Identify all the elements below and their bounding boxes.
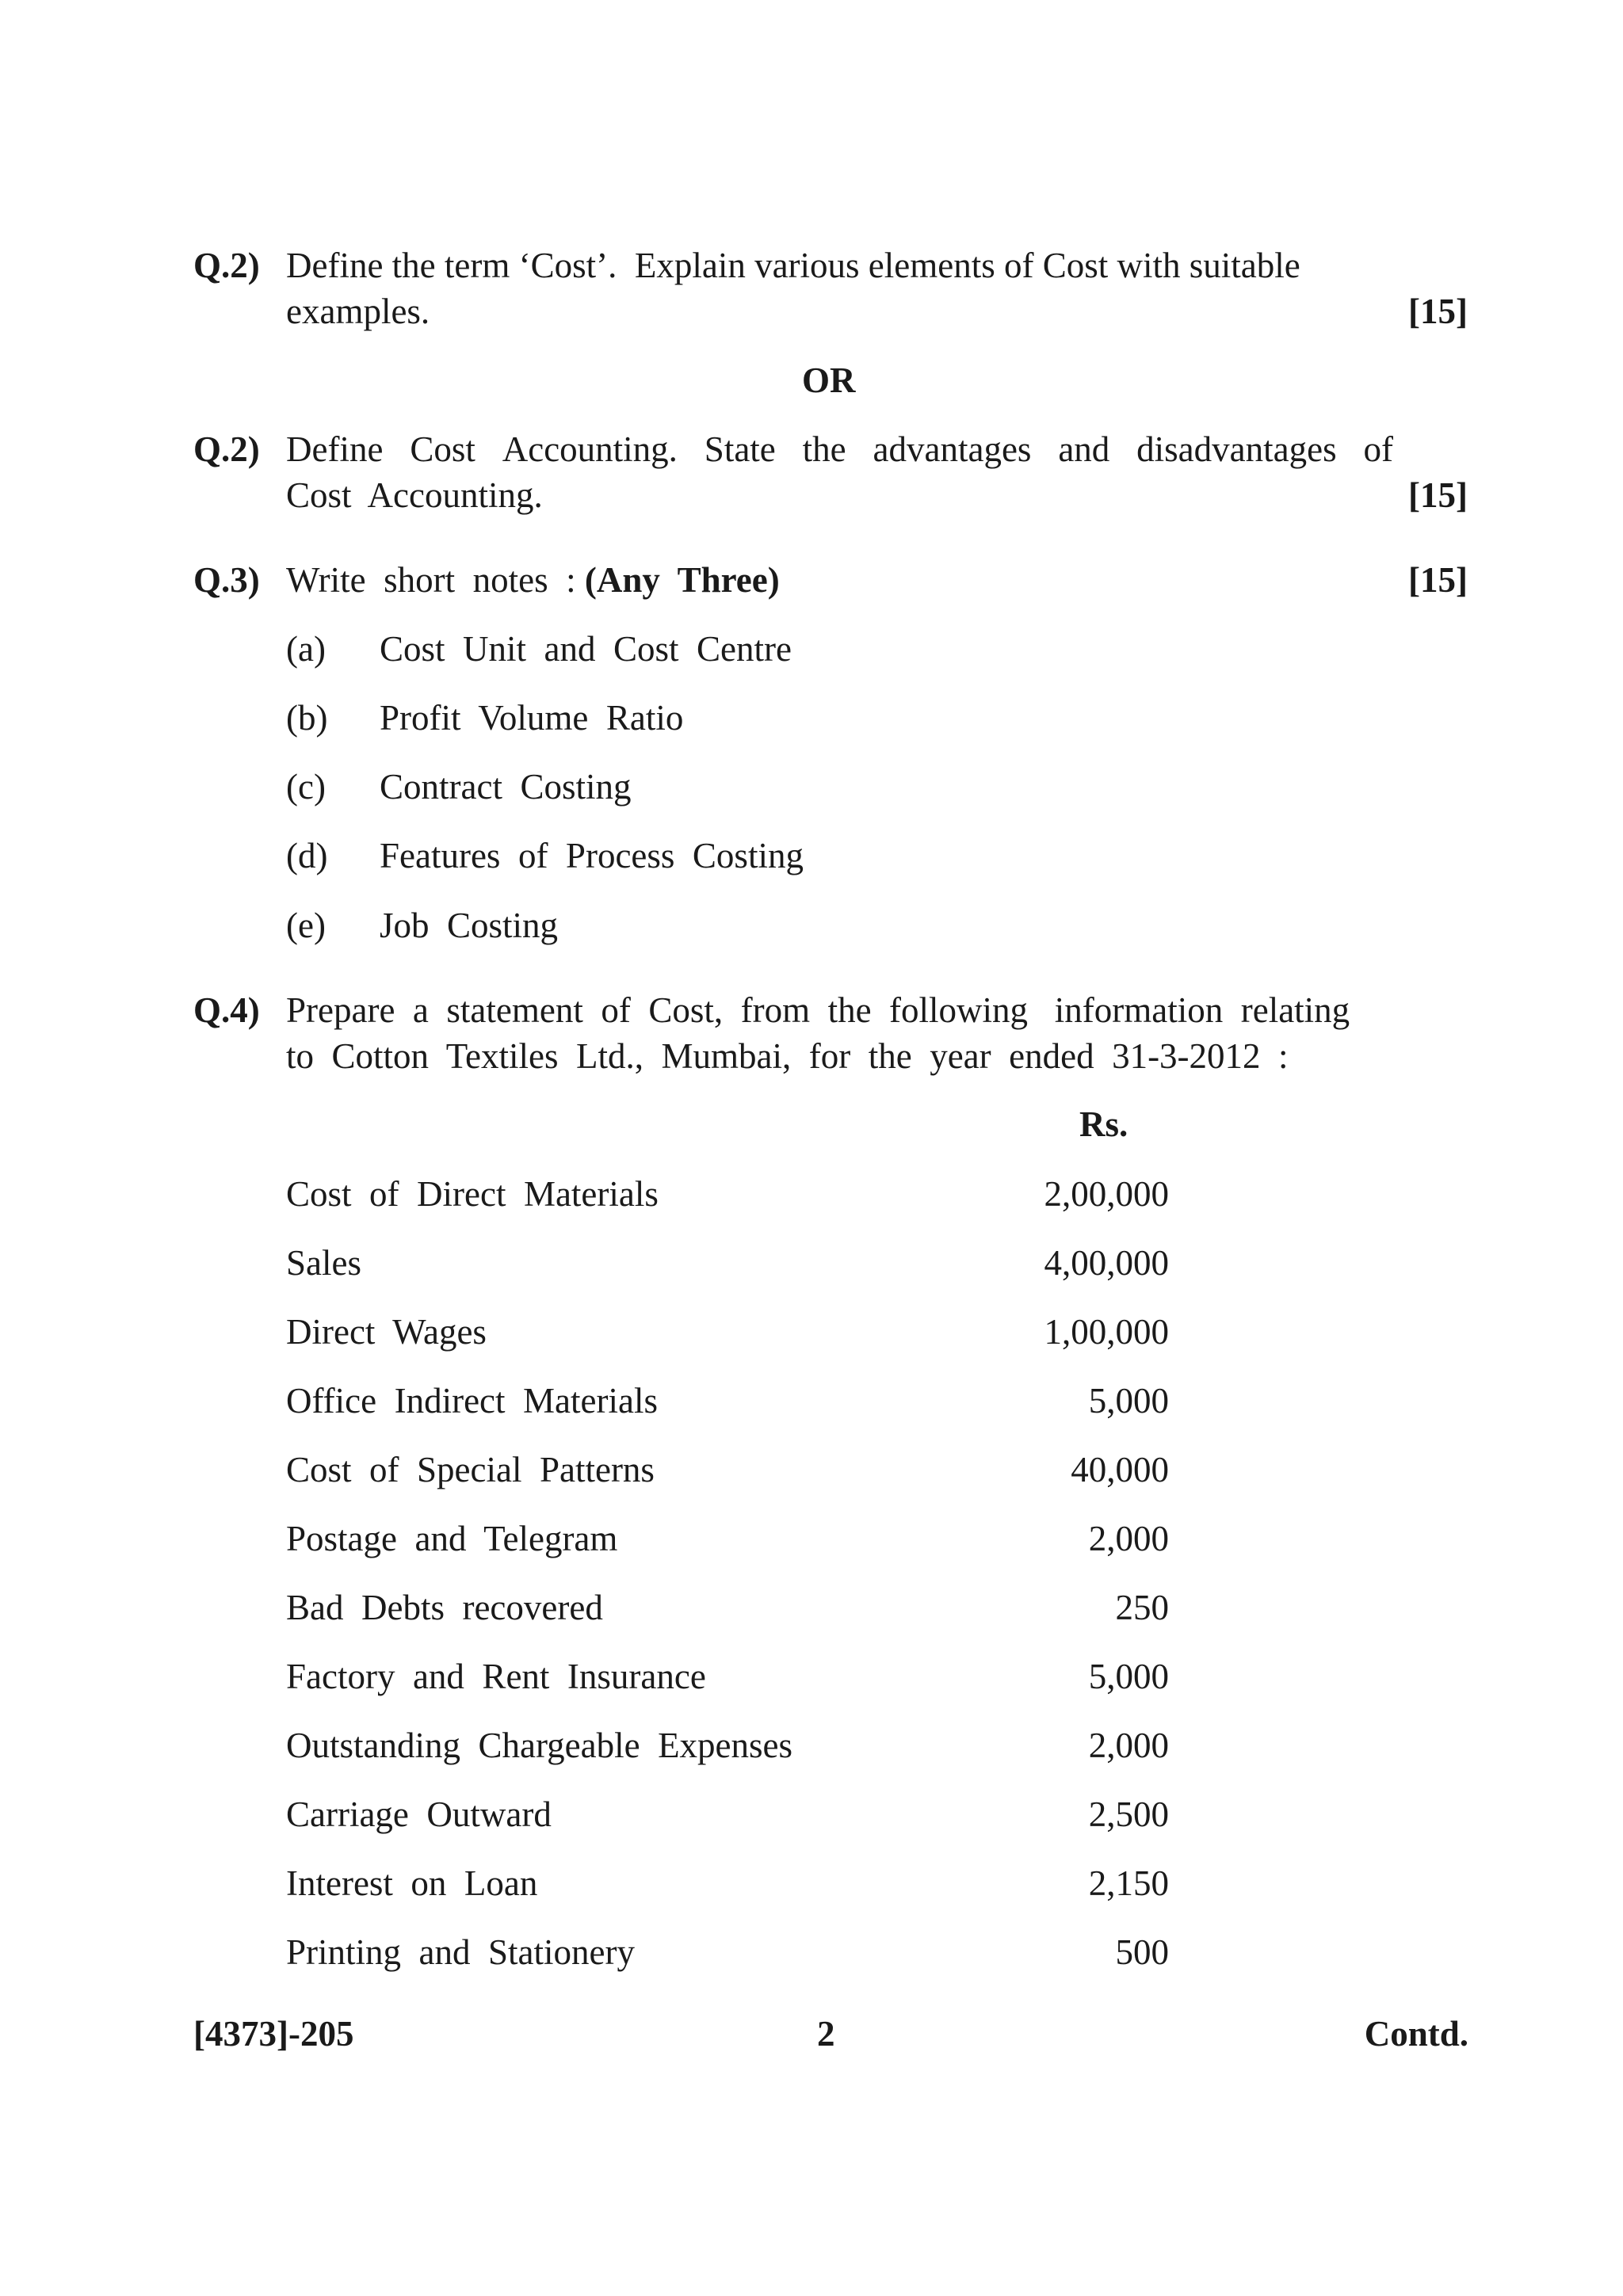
table-row-amount: 40,000	[1071, 1450, 1169, 1489]
word: disadvantages	[1136, 429, 1337, 469]
continued-label: Contd.	[1364, 2014, 1468, 2054]
word: Accounting.	[502, 429, 678, 469]
table-row-label: Direct Wages	[286, 1312, 487, 1352]
marks-label: [15]	[1408, 560, 1468, 600]
table-row-amount: 2,500	[1088, 1794, 1169, 1834]
table-row-amount: 2,150	[1088, 1863, 1169, 1903]
table-row-label: Office Indirect Materials	[286, 1381, 658, 1421]
page-number: 2	[817, 2014, 835, 2054]
list-item: Job Costing	[380, 906, 559, 945]
question-number: Q.3)	[193, 560, 260, 600]
table-row-amount: 250	[1115, 1588, 1169, 1627]
word: of	[1363, 429, 1393, 469]
question-text-line: examples.	[286, 292, 430, 331]
word: advantages	[873, 429, 1032, 469]
table-row-amount: 2,000	[1088, 1726, 1169, 1765]
table-row-label: Carriage Outward	[286, 1794, 552, 1834]
list-item-label: (c)	[286, 767, 326, 807]
question-number: Q.2)	[193, 429, 260, 469]
list-item-label: (b)	[286, 698, 328, 738]
table-row-label: Factory and Rent Insurance	[286, 1657, 706, 1696]
marks-label: [15]	[1408, 475, 1468, 515]
list-item: Contract Costing	[380, 767, 632, 807]
question-number: Q.4)	[193, 990, 260, 1030]
list-item-label: (a)	[286, 629, 326, 669]
table-row-amount: 1,00,000	[1044, 1312, 1169, 1352]
word: Cost	[410, 429, 475, 469]
paper-code: [4373]-205	[193, 2014, 354, 2054]
table-row-label: Sales	[286, 1243, 361, 1283]
list-item: Features of Process Costing	[380, 836, 804, 875]
table-row-label: Interest on Loan	[286, 1863, 538, 1903]
question-text-line: to Cotton Textiles Ltd., Mumbai, for the year ended 31-3-2012 :	[286, 1036, 1289, 1076]
table-row-label: Bad Debts recovered	[286, 1588, 603, 1627]
question-text-line: Cost Accounting.	[286, 475, 543, 515]
question-text-line: Prepare a statement of Cost, from the following information relating	[286, 990, 1350, 1030]
question-emphasis: (Any Three)	[584, 560, 780, 600]
table-row-amount: 5,000	[1088, 1657, 1169, 1696]
table-row-label: Outstanding Chargeable Expenses	[286, 1726, 793, 1765]
question-text-line	[286, 560, 780, 600]
question-number: Q.2)	[193, 246, 260, 285]
question-text-line: Define the term ‘Cost’. Explain various elements of Cost with suitable	[286, 246, 1300, 285]
table-row-amount: 2,00,000	[1044, 1174, 1169, 1214]
table-row-amount: 2,000	[1088, 1519, 1169, 1558]
word: Define	[286, 429, 384, 469]
word: the	[802, 429, 846, 469]
word: State	[704, 429, 776, 469]
list-item-label: (d)	[286, 836, 328, 875]
currency-header: Rs.	[1079, 1104, 1128, 1144]
word: and	[1058, 429, 1110, 469]
table-row-amount: 5,000	[1088, 1381, 1169, 1421]
list-item: Profit Volume Ratio	[380, 698, 684, 738]
marks-label: [15]	[1408, 292, 1468, 331]
table-row-amount: 4,00,000	[1044, 1243, 1169, 1283]
question-text: Write short notes :	[286, 560, 585, 600]
table-row-label: Cost of Direct Materials	[286, 1174, 659, 1214]
list-item-label: (e)	[286, 906, 326, 945]
table-row-label: Cost of Special Patterns	[286, 1450, 655, 1489]
table-row-label: Postage and Telegram	[286, 1519, 618, 1558]
list-item: Cost Unit and Cost Centre	[380, 629, 792, 669]
table-row-amount: 500	[1115, 1932, 1169, 1972]
question-text-line	[286, 429, 1393, 469]
table-row-label: Printing and Stationery	[286, 1932, 635, 1972]
or-separator: OR	[802, 360, 856, 400]
